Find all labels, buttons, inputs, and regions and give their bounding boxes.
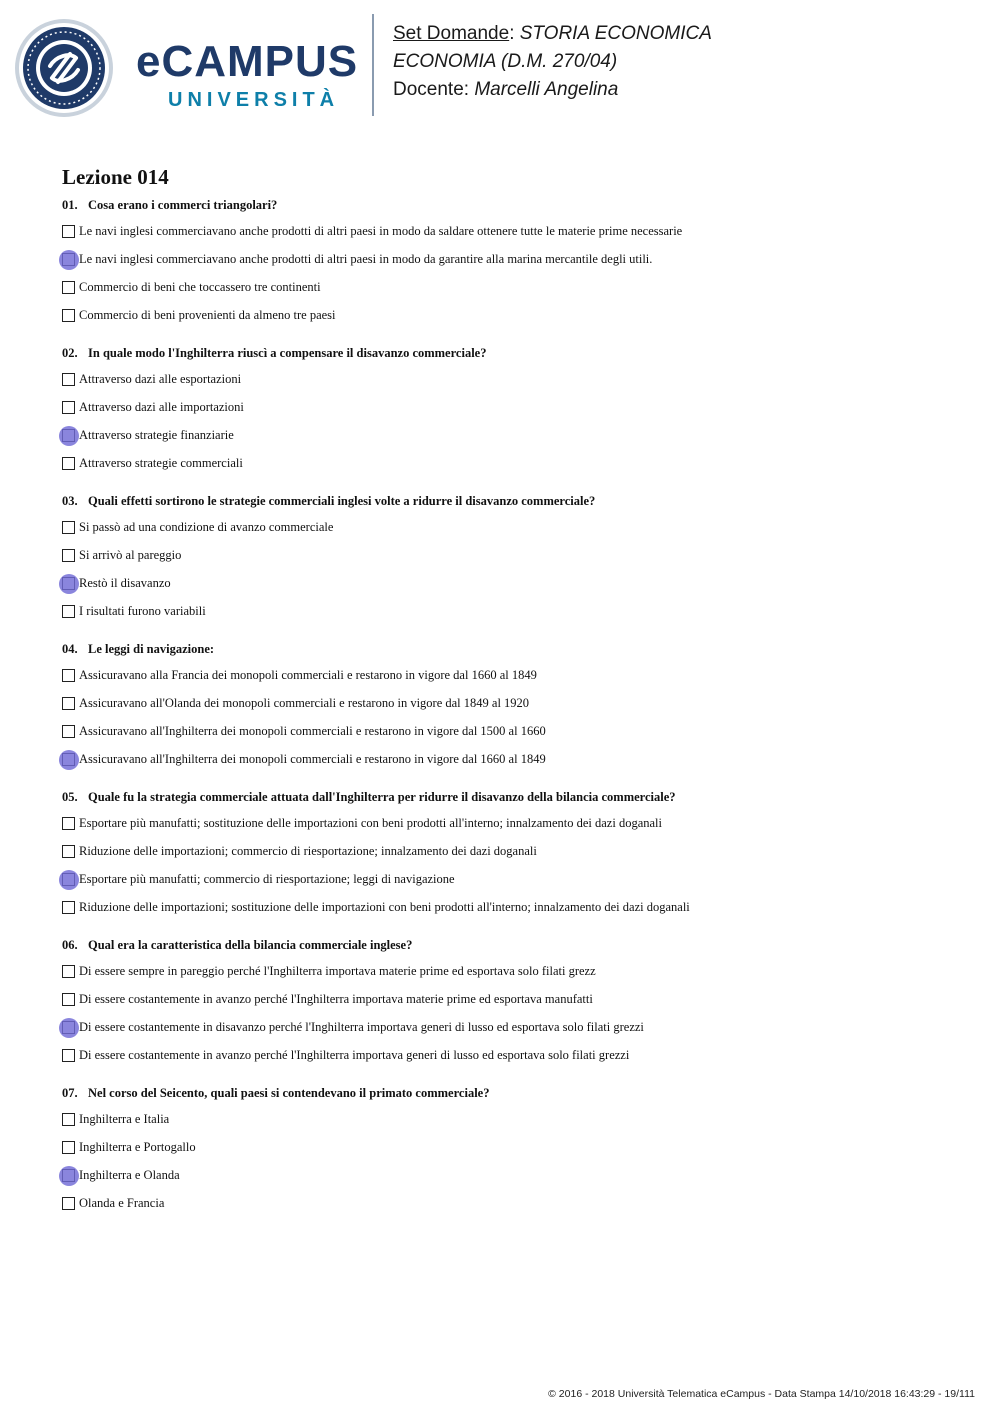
- question-text: [62, 787, 962, 807]
- question-block: [62, 491, 962, 625]
- set-title: STORIA ECONOMICA: [519, 23, 712, 44]
- docente-label: Docente:: [393, 79, 470, 100]
- question-number: 02.: [62, 346, 78, 360]
- set-title-line1: Set Domande: STORIA ECONOMICA: [393, 23, 712, 44]
- lesson-title: Lezione 014: [62, 165, 169, 189]
- answer-option-text: Restò il disavanzo: [79, 575, 171, 590]
- answer-option-text: Commercio di beni provenienti da almeno tre paesi: [79, 307, 336, 322]
- question-text: [62, 1083, 962, 1103]
- answer-option-text: Inghilterra e Portogallo: [79, 1139, 196, 1154]
- page-footer: © 2016 - 2018 Università Telematica eCampus - Data Stampa 14/10/2018 16:43:29 - 19/111: [548, 1388, 975, 1400]
- answer-option[interactable]: [62, 245, 962, 273]
- answer-checkbox[interactable]: [62, 281, 75, 294]
- answer-option[interactable]: [62, 421, 962, 449]
- answer-option[interactable]: [62, 217, 962, 245]
- answer-checkbox[interactable]: [62, 817, 75, 830]
- answer-option[interactable]: [62, 301, 962, 329]
- set-title-line2: ECONOMIA (D.M. 270/04): [393, 51, 618, 72]
- question-label: Qual era la caratteristica della bilancia commerciale inglese?: [88, 938, 413, 952]
- selected-answer-marker-icon: [59, 750, 79, 770]
- question-text: [62, 195, 962, 215]
- question-number: 01.: [62, 198, 78, 212]
- question-block: [62, 195, 962, 329]
- ecampus-logo: [14, 18, 364, 118]
- answer-checkbox[interactable]: [62, 549, 75, 562]
- answer-checkbox[interactable]: [62, 605, 75, 618]
- brand-subtitle: UNIVERSITÀ: [168, 89, 340, 111]
- answer-option-text: Esportare più manufatti; sostituzione delle importazioni con beni prodotti all'interno; innalzamento dei dazi doganali: [79, 815, 662, 830]
- answer-option[interactable]: [62, 393, 962, 421]
- answer-option[interactable]: [62, 449, 962, 477]
- answer-checkbox[interactable]: [62, 669, 75, 682]
- answer-option[interactable]: [62, 745, 962, 773]
- question-text: [62, 935, 962, 955]
- question-label: In quale modo l'Inghilterra riuscì a compensare il disavanzo commerciale?: [88, 346, 487, 360]
- answer-option-text: Attraverso strategie commerciali: [79, 455, 243, 470]
- docente-line: [393, 76, 712, 104]
- question-list: [62, 195, 962, 1231]
- answer-option-text: Assicuravano all'Inghilterra dei monopoli commerciali e restarono in vigore dal 1500 al 1660: [79, 723, 546, 738]
- question-block: [62, 1083, 962, 1217]
- answer-checkbox[interactable]: [62, 401, 75, 414]
- answer-checkbox[interactable]: [62, 697, 75, 710]
- answer-checkbox[interactable]: [62, 1141, 75, 1154]
- question-block: [62, 935, 962, 1069]
- answer-option[interactable]: [62, 597, 962, 625]
- answer-checkbox[interactable]: [62, 577, 75, 590]
- question-label: Quali effetti sortirono le strategie commerciali inglesi volte a ridurre il disavanzo commerciale?: [88, 494, 596, 508]
- question-number: 07.: [62, 1086, 78, 1100]
- answer-option-text: Commercio di beni che toccassero tre continenti: [79, 279, 321, 294]
- answer-option-text: Di essere costantemente in avanzo perché l'Inghilterra importava generi di lusso ed esportava solo filati grezzi: [79, 1047, 630, 1062]
- answer-checkbox[interactable]: [62, 1049, 75, 1062]
- answer-checkbox[interactable]: [62, 309, 75, 322]
- answer-checkbox[interactable]: [62, 753, 75, 766]
- answer-option-text: I risultati furono variabili: [79, 603, 206, 618]
- answer-option-text: Olanda e Francia: [79, 1195, 165, 1210]
- answer-option[interactable]: [62, 365, 962, 393]
- question-block: [62, 787, 962, 921]
- header-info: [393, 20, 712, 104]
- question-number: 03.: [62, 494, 78, 508]
- answer-checkbox[interactable]: [62, 225, 75, 238]
- answer-option[interactable]: [62, 865, 962, 893]
- answer-checkbox[interactable]: [62, 521, 75, 534]
- answer-checkbox[interactable]: [62, 845, 75, 858]
- question-number: 05.: [62, 790, 78, 804]
- question-label: Quale fu la strategia commerciale attuata dall'Inghilterra per ridurre il disavanzo della bilancia commerciale?: [88, 790, 676, 804]
- selected-answer-marker-icon: [59, 870, 79, 890]
- answer-option[interactable]: [62, 273, 962, 301]
- answer-option[interactable]: [62, 1133, 962, 1161]
- answer-option-text: Si passò ad una condizione di avanzo commerciale: [79, 519, 334, 534]
- answer-option[interactable]: [62, 957, 962, 985]
- question-block: [62, 639, 962, 773]
- selected-answer-marker-icon: [59, 426, 79, 446]
- answer-checkbox[interactable]: [62, 1113, 75, 1126]
- answer-option-text: Assicuravano all'Inghilterra dei monopoli commerciali e restarono in vigore dal 1660 al 1849: [79, 751, 546, 766]
- answer-checkbox[interactable]: [62, 965, 75, 978]
- question-text: [62, 343, 962, 363]
- answer-option-text: Si arrivò al pareggio: [79, 547, 182, 562]
- question-label: Le leggi di navigazione:: [88, 642, 215, 656]
- question-text: [62, 491, 962, 511]
- answer-option-text: Le navi inglesi commerciavano anche prodotti di altri paesi in modo da saldare ottenere tutte le materie prime necessarie: [79, 223, 683, 238]
- answer-checkbox[interactable]: [62, 1197, 75, 1210]
- answer-option[interactable]: [62, 717, 962, 745]
- answer-option-text: Inghilterra e Olanda: [79, 1167, 180, 1182]
- answer-checkbox[interactable]: [62, 457, 75, 470]
- answer-checkbox[interactable]: [62, 1169, 75, 1182]
- question-number: 06.: [62, 938, 78, 952]
- brand-name: eCAMPUS: [136, 37, 359, 86]
- answer-option-text: Assicuravano alla Francia dei monopoli commerciali e restarono in vigore dal 1660 al 1849: [79, 667, 537, 682]
- answer-checkbox[interactable]: [62, 993, 75, 1006]
- answer-option[interactable]: [62, 837, 962, 865]
- answer-option[interactable]: [62, 985, 962, 1013]
- answer-checkbox[interactable]: [62, 253, 75, 266]
- answer-option[interactable]: [62, 661, 962, 689]
- answer-option-text: Assicuravano all'Olanda dei monopoli commerciali e restarono in vigore dal 1849 al 1920: [79, 695, 530, 710]
- answer-option-text: Esportare più manufatti; commercio di riesportazione; leggi di navigazione: [79, 871, 455, 886]
- answer-option[interactable]: [62, 1105, 962, 1133]
- question-number: 04.: [62, 642, 78, 656]
- answer-option[interactable]: [62, 1013, 962, 1041]
- answer-option[interactable]: [62, 689, 962, 717]
- answer-option[interactable]: [62, 569, 962, 597]
- answer-option-text: Attraverso strategie finanziarie: [79, 427, 234, 442]
- answer-option[interactable]: [62, 893, 962, 921]
- answer-option-text: Di essere costantemente in disavanzo perché l'Inghilterra importava generi di lusso ed esportava solo filati grezzi: [79, 1019, 644, 1034]
- docente-name: Marcelli Angelina: [474, 79, 619, 100]
- set-label: Set Domande: [393, 23, 510, 44]
- answer-option-text: Di essere sempre in pareggio perché l'Inghilterra importava materie prime ed esportava solo filati grezz: [79, 963, 596, 978]
- question-label: Nel corso del Seicento, quali paesi si contendevano il primato commerciale?: [88, 1086, 490, 1100]
- answer-checkbox[interactable]: [62, 429, 75, 442]
- header-divider: [372, 14, 374, 116]
- selected-answer-marker-icon: [59, 1018, 79, 1038]
- answer-checkbox[interactable]: [62, 873, 75, 886]
- question-text: [62, 639, 962, 659]
- question-block: [62, 343, 962, 477]
- selected-answer-marker-icon: [59, 250, 79, 270]
- answer-checkbox[interactable]: [62, 901, 75, 914]
- answer-checkbox[interactable]: [62, 725, 75, 738]
- answer-option-text: Attraverso dazi alle esportazioni: [79, 371, 242, 386]
- answer-option[interactable]: [62, 1041, 962, 1069]
- answer-checkbox[interactable]: [62, 1021, 75, 1034]
- answer-option-text: Di essere costantemente in avanzo perché l'Inghilterra importava materie prime ed esportava manufatti: [79, 991, 593, 1006]
- answer-option-text: Riduzione delle importazioni; sostituzione delle importazioni con beni prodotti all'interno; innalzamento dei dazi doganali: [79, 899, 690, 914]
- answer-option-text: Attraverso dazi alle importazioni: [79, 399, 244, 414]
- answer-option[interactable]: [62, 541, 962, 569]
- answer-option[interactable]: [62, 809, 962, 837]
- selected-answer-marker-icon: [59, 1166, 79, 1186]
- university-seal-icon: [14, 18, 114, 118]
- answer-option-text: Le navi inglesi commerciavano anche prodotti di altri paesi in modo da garantire alla marina mercantile degli utili.: [79, 251, 653, 266]
- answer-checkbox[interactable]: [62, 373, 75, 386]
- answer-option-text: Riduzione delle importazioni; commercio di riesportazione; innalzamento dei dazi doganali: [79, 843, 537, 858]
- selected-answer-marker-icon: [59, 574, 79, 594]
- answer-option[interactable]: [62, 1189, 962, 1217]
- answer-option[interactable]: [62, 1161, 962, 1189]
- answer-option-text: Inghilterra e Italia: [79, 1111, 170, 1126]
- answer-option[interactable]: [62, 513, 962, 541]
- question-label: Cosa erano i commerci triangolari?: [88, 198, 278, 212]
